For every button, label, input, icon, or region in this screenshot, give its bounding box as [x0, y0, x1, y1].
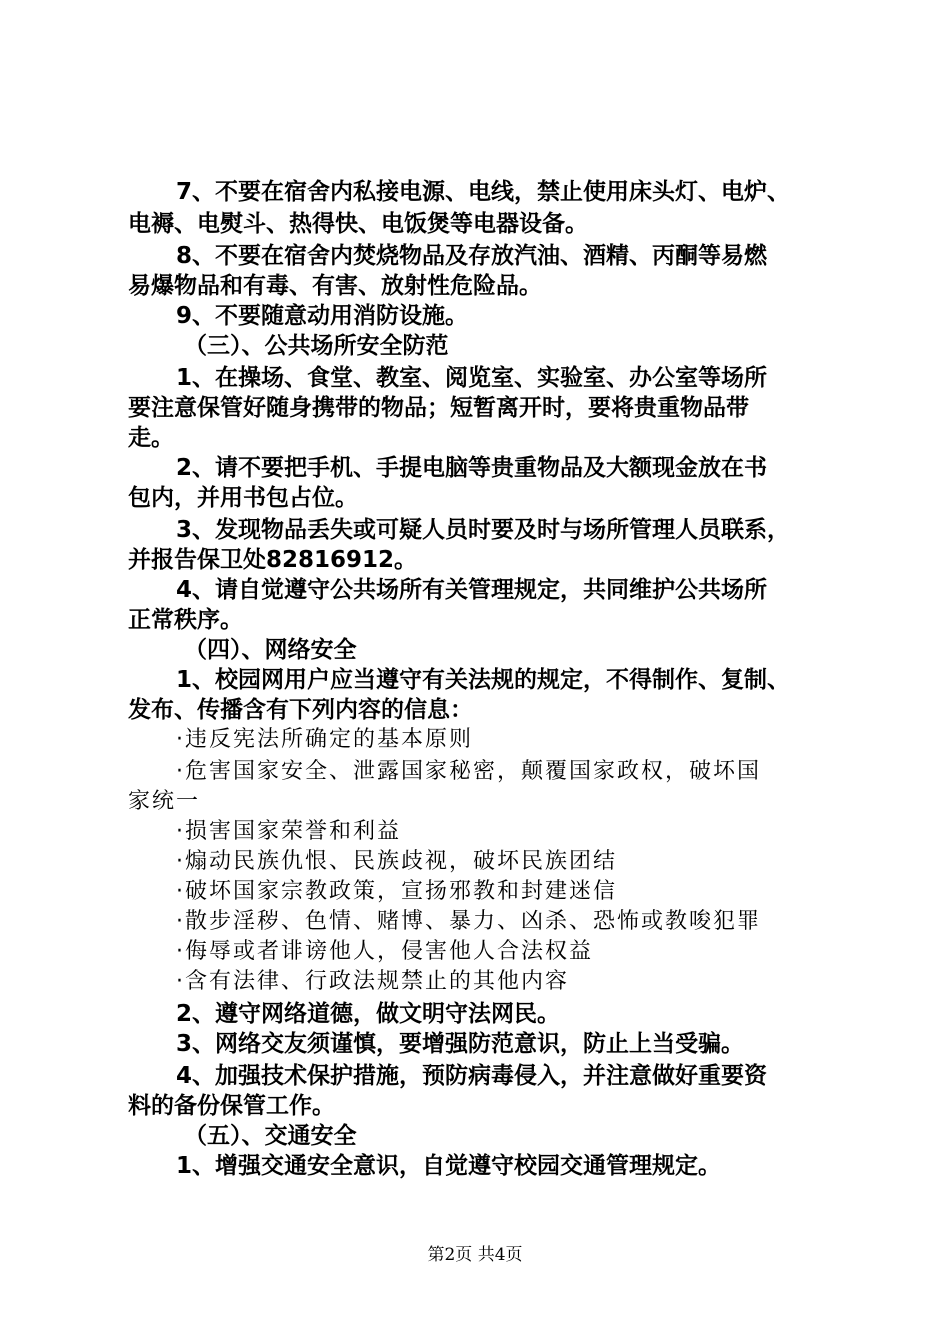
- text-line: 4、加强技术保护措施，预防病毒侵入，并注意做好重要资: [176, 1063, 768, 1089]
- text-line: 3、网络交友须谨慎，要增强防范意识，防止上当受骗。: [176, 1031, 745, 1057]
- text-line: 料的备份保管工作。: [128, 1093, 335, 1119]
- text-line: 包内，并用书包占位。: [128, 485, 358, 511]
- text-line: 1、校园网用户应当遵守有关法规的规定，不得制作、复制、: [176, 667, 791, 693]
- text-line: ·侮辱或者诽谤他人，侵害他人合法权益: [176, 939, 593, 964]
- text-line: （三）、公共场所安全防范: [184, 333, 449, 359]
- text-line: 电褥、电熨斗、热得快、电饭煲等电器设备。: [128, 211, 588, 237]
- text-line: ·散步淫秽、色情、赌博、暴力、凶杀、恐怖或教唆犯罪: [176, 909, 761, 934]
- text-line: 家统一: [128, 789, 201, 814]
- text-line: 1、在操场、食堂、教室、阅览室、实验室、办公室等场所: [176, 365, 768, 391]
- text-line: ·危害国家安全、泄露国家秘密，颠覆国家政权，破坏国: [176, 759, 761, 784]
- text-line: ·损害国家荣誉和利益: [176, 819, 401, 844]
- text-line: 8、不要在宿舍内焚烧物品及存放汽油、酒精、丙酮等易燃: [176, 243, 768, 269]
- text-line: 并报告保卫处82816912。: [128, 547, 418, 573]
- text-line: ·违反宪法所确定的基本原则: [176, 727, 473, 752]
- text-line: 2、遵守网络道德，做文明守法网民。: [176, 1001, 561, 1027]
- text-line: 易爆物品和有毒、有害、放射性危险品。: [128, 273, 542, 299]
- text-line: ·含有法律、行政法规禁止的其他内容: [176, 969, 569, 994]
- text-line: ·破坏国家宗教政策，宣扬邪教和封建迷信: [176, 879, 617, 904]
- text-line: 1、增强交通安全意识，自觉遵守校园交通管理规定。: [176, 1153, 722, 1179]
- page-footer: 第2页 共4页: [427, 1245, 523, 1265]
- text-line: 正常秩序。: [128, 607, 243, 633]
- text-line: ·煽动民族仇恨、民族歧视，破坏民族团结: [176, 849, 617, 874]
- text-line: 3、发现物品丢失或可疑人员时要及时与场所管理人员联系，: [176, 517, 791, 543]
- text-line: （四）、网络安全: [184, 637, 357, 663]
- text-line: （五）、交通安全: [184, 1123, 357, 1149]
- text-line: 2、请不要把手机、手提电脑等贵重物品及大额现金放在书: [176, 455, 768, 481]
- text-line: 9、不要随意动用消防设施。: [176, 303, 469, 329]
- text-line: 7、不要在宿舍内私接电源、电线，禁止使用床头灯、电炉、: [176, 179, 791, 205]
- text-line: 走。: [128, 425, 174, 451]
- text-line: 要注意保管好随身携带的物品；短暂离开时，要将贵重物品带: [128, 395, 749, 421]
- text-line: 发布、传播含有下列内容的信息：: [128, 697, 473, 723]
- text-line: 4、请自觉遵守公共场所有关管理规定，共同维护公共场所: [176, 577, 768, 603]
